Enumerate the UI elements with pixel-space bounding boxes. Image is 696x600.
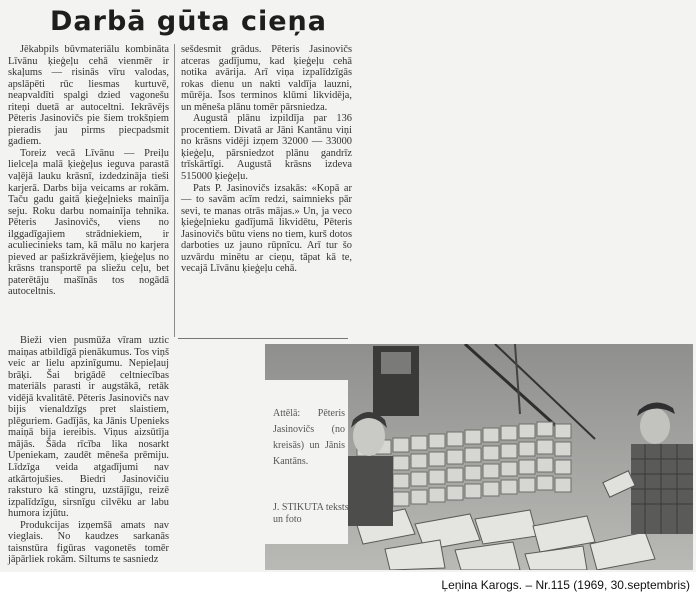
article-column-2 [181, 44, 352, 275]
news-photo [265, 344, 693, 570]
article-column-3 [8, 335, 169, 566]
paragraph: Bieži vien pusmūža vīram uztic maiņas atbildīgā pienākumus. Tos viņš veic ar lielu apzinīgumu. Nepieļauj brāķi. Šai brigādē celtniecības materiāls parasti ir augstākā, retāk vidējā kvalitātē. Pēteris Jasinovičs nav bijis vienaldzīgs pret slaistiem, plēguriem. Gadījās, ka Jānis Upenieks maiņā bija iereibis. Viņus aizsūtīja mājās. Šāda rīcība lika nosarkt Upeniekam, zaudēt mēneša prēmiju. Līdzīga veida atgadījumi nav atkārtojušies. Biedri Jasinovičiu raksturo kā stingru, uzstājīgu, reizē izpalīdzīgu, sirsnīgu cilvēku ar labu humora izjūtu. [8, 335, 169, 520]
photo-caption: Attēlā: Pēteris Jasinovičs (no kreisās) un Jānis Kantāns. [273, 408, 345, 467]
paragraph: Toreiz vecā Līvānu — Preiļu lielceļa malā ķieģeļus ieguva parastā vaļējā lauku krāsnī, izdedzināja tieši karjerā. Darbs bija veicams ar rokām. Taču gadu gaitā ķieģeļnieks mainīja seju. Roku darbu nomainīja tehnika. Pēteris Jasinovičs, viens no ilggadīgajiem strādniekiem, ir aculiecinieks tam, kā mālu no karjera pieved ar pašizkrāvējiem, ķieģeļus no krāsns transportē pa sliežu ceļu, bet paterētāju mašīnās tos nogādā autoceltnis. [8, 147, 169, 298]
paragraph: Produkcijas izņemšā amats nav vieglais. No kaudzes sarkanās taisnstūra figūras vagonetēs tomēr jāpārliek rokām. Siltums te sasniedz [8, 519, 169, 566]
column-divider [174, 44, 175, 337]
paragraph: sešdesmit grādus. Pēteris Jasinovičs atceras gadījumu, kad ķieģeļu cehā notika avārija. Arī viņa izpalīdzīgās rokas dienu un nakti valdīja lauzni, mūrēja. Īsos terminos klūmi likvidēja, un mēneša plānu tomēr pārsniedza. [181, 44, 352, 113]
section-divider [178, 338, 348, 339]
source-citation: Ļeņina Karogs. – Nr.115 (1969, 30.septembris) [441, 578, 690, 592]
paragraph: Augustā plānu izpildīja par 136 procentiem. Divatā ar Jāni Kantānu viņi no krāsns vidēji izņem 32000 — 33000 ķieģeļu, pārsniedzot plānu gandrīz trīskārtīgi. Augustā krāsns izdeva 515000 ķieģeļu. [181, 113, 352, 183]
paragraph: Jēkabpils būvmateriālu kombināta Līvānu ķieģeļu cehā vienmēr ir skaļums — risinās vīru valodas, apslāpēti rūc liesmas kurtuvē, neapvaldīti spalgi dzied vagonešu riteņi duetā ar autoceltni. Iekrāvējs Pēteris Jasinovičs pie šiem trokšņiem pieradis jau pirms piecpadsmit gadiem. [8, 44, 169, 148]
photo-credit: J. STIKUTA teksts un foto [273, 502, 349, 525]
caption-panel [265, 380, 348, 544]
article-column-1 [8, 44, 169, 298]
paragraph: Pats P. Jasinovičs izsakās: «Kopā ar — to savām acīm redzi, saimnieks pār sevi, te manas otrās mājas.» Un, ja veco ķieģeļnieku gadījumā likvidētu, Pēteris Jasinovičs būtu viens no tiem, kurš dotos darboties uz jauno rūpnīcu. Arī tur šo uzvārdu minētu ar cieņu, tāpat kā te, vecajā Līvānu ķieģeļu cehā. [181, 182, 352, 275]
headline: Darbā gūta cieņa [50, 6, 327, 37]
